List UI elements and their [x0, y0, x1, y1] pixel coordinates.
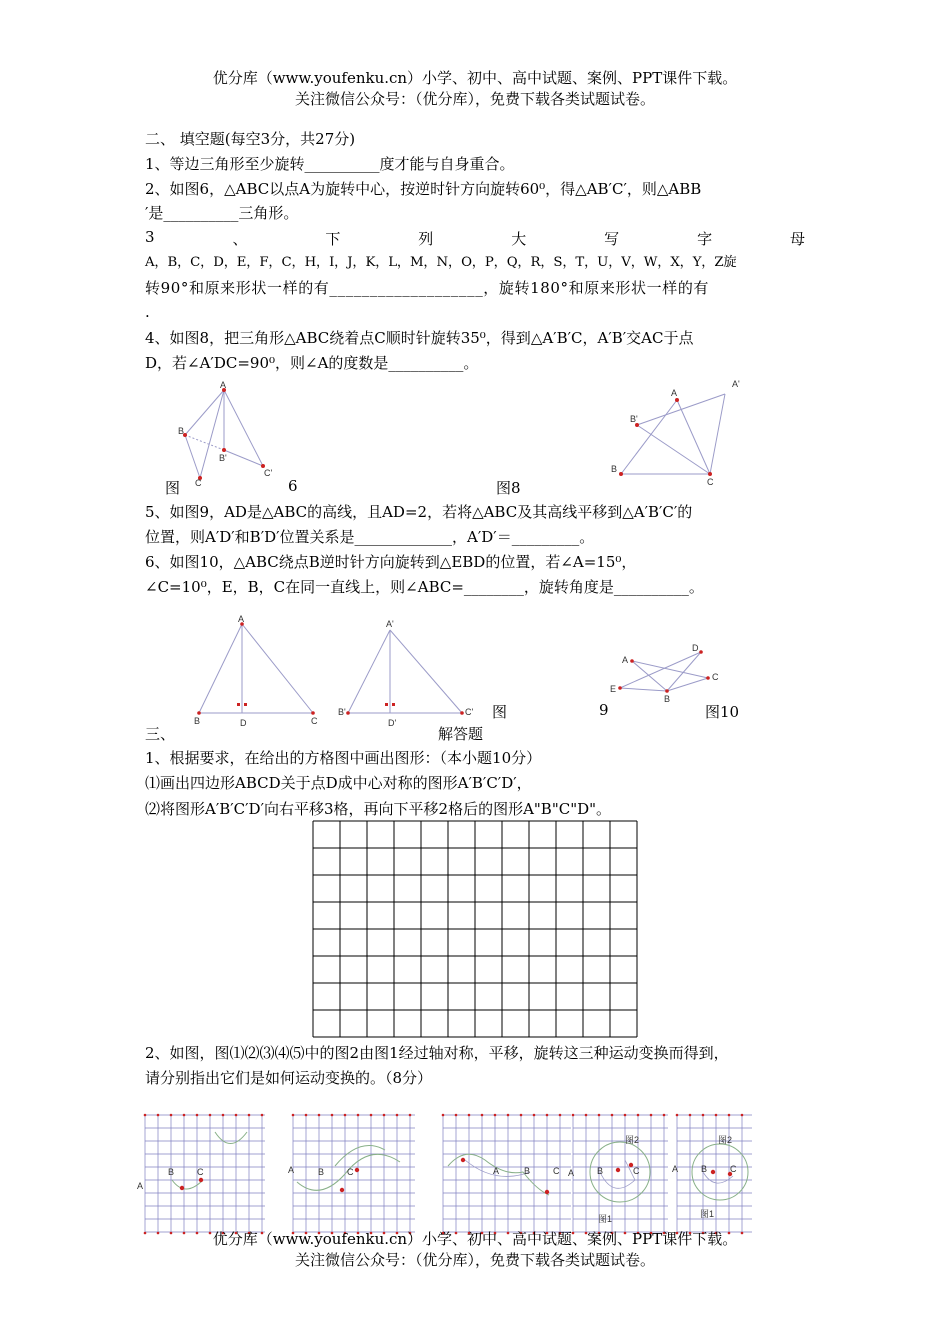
figure-9-caption-b: 9 [599, 701, 609, 719]
panel-grid-point [689, 1114, 692, 1117]
figure-label: 图2 [718, 1135, 733, 1145]
panel-grid-point [494, 1114, 497, 1117]
point-label: C [197, 1167, 204, 1177]
panel-grid-point [157, 1114, 160, 1117]
panel-grid-point [370, 1114, 373, 1117]
point-label: C' [465, 707, 474, 717]
panel-grid-point [624, 1114, 627, 1117]
panel-grid-point [572, 1114, 575, 1117]
panel-grid-point [331, 1114, 334, 1117]
panel-grid-point [585, 1114, 588, 1117]
question-4-line-1: 4、如图8，把三角形△ABC绕着点C顺时针旋转35⁰，得到△A′B′C，A′B′交AC于点 [145, 329, 694, 347]
panel-grid-point [533, 1114, 536, 1117]
point-label: E [610, 684, 617, 694]
question-4-line-2: D，若∠A′DC=90⁰，则∠A的度数是__________。 [145, 354, 479, 372]
point-label: C [730, 1164, 737, 1174]
panel-grid-point [507, 1114, 510, 1117]
question-6-line-1: 6、如图10，△ABC绕点B逆时针方向旋转到△EBD的位置，若∠A=15⁰， [145, 553, 637, 571]
panel-grid-point [728, 1114, 731, 1117]
figure-6-caption-a: 图 [165, 479, 181, 497]
point-label: C [311, 716, 318, 726]
point-label: D [692, 643, 699, 653]
figure-label: 图1 [700, 1209, 715, 1219]
question-3-line-4: . [145, 303, 150, 321]
point-label: C [633, 1166, 640, 1176]
figure-6 [170, 378, 290, 488]
point-label: B [664, 694, 671, 704]
question-2-line-1: 2、如图6，△ABC以点A为旋转中心，按逆时针方向旋转60⁰，得△AB′C′，则△ABB [145, 180, 702, 198]
panel-grid-point [520, 1114, 523, 1117]
figure-label: 图1 [598, 1214, 613, 1224]
panel-grid-point [209, 1114, 212, 1117]
panel-grid-point [196, 1114, 199, 1117]
q3-char: 下 [325, 230, 341, 248]
figure-8-caption: 图8 [496, 479, 521, 497]
panel-grid-point [292, 1114, 295, 1117]
panel-grid-point [396, 1114, 399, 1117]
point-label: B [701, 1164, 708, 1174]
question-5-line-2: 位置，则A′D′和B′D′位置关系是_____________，A′D′＝_________。 [145, 528, 595, 546]
point-label: A' [732, 379, 740, 389]
section3-title-number: 三、 [145, 725, 176, 743]
section3-question-1: 1、根据要求，在给出的方格图中画出图形：（本小题10分） [145, 749, 542, 767]
question-2-line-2: ′是__________三角形。 [145, 204, 299, 222]
question-3-spread-line [145, 228, 805, 249]
answer-grid [312, 820, 640, 1040]
figure-label: 图2 [625, 1135, 640, 1145]
point-label: C' [264, 468, 273, 478]
panel-grid-point [455, 1114, 458, 1117]
section3-question-2-line-1: 2、如图，图⑴⑵⑶⑷⑸中的图2由图1经过轴对称，平移，旋转这三种运动变换而得到， [145, 1044, 729, 1062]
panel-grid-point [741, 1114, 744, 1117]
figure-9-caption-a: 图 [492, 703, 508, 721]
point-label: A' [386, 619, 394, 629]
panel-grid-point [468, 1114, 471, 1117]
point-label: A [220, 380, 227, 390]
panel-grid-point [663, 1114, 666, 1117]
q3-char: 3 [145, 228, 155, 246]
question-6-line-2: ∠C=10⁰，E，B，C在同一直线上，则∠ABC=________，旋转角度是__________。 [145, 578, 704, 596]
point-label: A [238, 614, 245, 624]
q3-char: 列 [418, 230, 434, 248]
section3-title: 解答题 [438, 725, 484, 743]
figure-6-caption-b: 6 [288, 477, 298, 495]
q3-char: 大 [511, 230, 527, 248]
point-label: B' [338, 707, 346, 717]
header-line-2: 关注微信公众号：（优分库），免费下载各类试题试卷。 [294, 90, 655, 108]
point-label: B [194, 716, 201, 726]
point-label: B [318, 1167, 325, 1177]
point-label: B [611, 464, 618, 474]
point-label: D' [388, 718, 397, 728]
point-label: B [178, 426, 185, 436]
figure-10 [605, 640, 725, 705]
question-5-line-1: 5、如图9，AD是△ABC的高线，且AD=2，若将△ABC及其高线平移到△A′B′C′的 [145, 503, 693, 521]
panel-grid-point [170, 1114, 173, 1117]
panel-grid-point [546, 1114, 549, 1117]
point-label: A [493, 1166, 500, 1176]
point-label: C [347, 1167, 354, 1177]
transform-figures [135, 1110, 760, 1238]
point-label: A [672, 1164, 679, 1174]
panel-grid-point [676, 1114, 679, 1117]
panel-grid-point [715, 1114, 718, 1117]
q3-char: 写 [604, 230, 620, 248]
point-label: B' [219, 453, 227, 463]
panel-grid-point [183, 1114, 186, 1117]
point-label: A [288, 1165, 295, 1175]
panel-grid-point [248, 1114, 251, 1117]
panel-grid-point [318, 1114, 321, 1117]
panel-grid-point [344, 1114, 347, 1117]
q3-char: 母 [789, 230, 805, 248]
panel-grid-point [357, 1114, 360, 1117]
point-label: C [553, 1166, 560, 1176]
point-label: A [568, 1168, 575, 1178]
point-label: B [597, 1166, 604, 1176]
question-1: 1、等边三角形至少旋转__________度才能与自身重合。 [145, 155, 515, 173]
panel-grid-point [637, 1114, 640, 1117]
panel-grid-point [481, 1114, 484, 1117]
panel-grid-point [559, 1114, 562, 1117]
panel-grid-point [222, 1114, 225, 1117]
footer-line-2: 关注微信公众号：（优分库），免费下载各类试题试卷。 [294, 1251, 655, 1269]
point-label: C [195, 478, 202, 488]
panel-grid-point [442, 1114, 445, 1117]
point-label: B [524, 1166, 531, 1176]
point-label: A [137, 1181, 144, 1191]
point-label: C [712, 672, 719, 682]
point-label: A [622, 655, 629, 665]
point-label: A [671, 388, 678, 398]
panel-grid-point [409, 1114, 412, 1117]
panel-grid-point [650, 1114, 653, 1117]
question-3-line-3: 转90°和原来形状一样的有___________________，旋转180°和原来形状一样的有 [145, 279, 710, 297]
section3-question-1-part-2: ⑵将图形A′B′C′D′向右平移3格，再向下平移2格后的图形A"B"C"D"。 [145, 800, 612, 818]
point-label: D [240, 718, 247, 728]
figure-9 [185, 612, 485, 732]
footer-line-1: 优分库（www.youfenku.cn）小学、初中、高中试题、案例、PPT课件下载。 [212, 1230, 738, 1248]
panel-grid-point [261, 1114, 264, 1117]
figure-10-caption: 图10 [705, 703, 740, 721]
q3-char: 、 [232, 230, 248, 248]
section3-question-1-part-1: ⑴画出四边形ABCD关于点D成中心对称的图形A′B′C′D′， [145, 774, 532, 792]
section3-question-2-line-2: 请分别指出它们是如何运动变换的。（8分） [145, 1069, 433, 1087]
panel-grid-point [235, 1114, 238, 1117]
panel-grid-point [598, 1114, 601, 1117]
point-label: B [168, 1167, 175, 1177]
q3-char: 字 [697, 230, 713, 248]
header-line-1: 优分库（www.youfenku.cn）小学、初中、高中试题、案例、PPT课件下载。 [212, 69, 738, 87]
panel-grid-point [383, 1114, 386, 1117]
panel-grid-point [144, 1114, 147, 1117]
point-label: B' [630, 414, 638, 424]
question-3-letters: A，B，C，D，E，F，C，H，I，J，K，L，M，N，O，P，Q，R，S，T，U，V，W，X，Y，Z旋 [145, 255, 737, 270]
panel-grid-point [702, 1114, 705, 1117]
panel-grid-point [611, 1114, 614, 1117]
point-label: C [707, 477, 714, 487]
section2-title: 二、 填空题(每空3分，共27分) [145, 130, 356, 148]
panel-grid-point [305, 1114, 308, 1117]
figure-8 [605, 378, 755, 488]
